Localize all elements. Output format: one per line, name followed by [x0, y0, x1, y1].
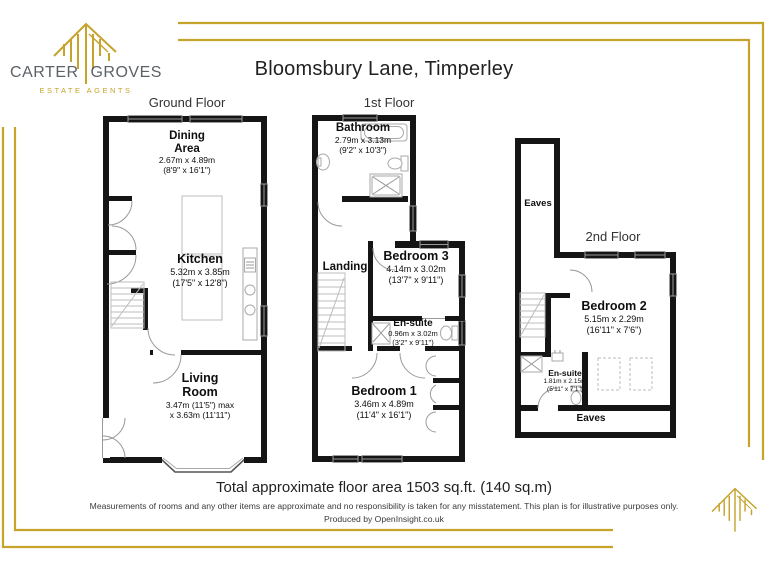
- bedroom2-label: Bedroom 2 5.15m x 2.29m (16'11" x 7'6"): [581, 299, 647, 335]
- produced-by-text: Produced by OpenInsight.co.uk: [324, 514, 444, 524]
- second-windows: [585, 252, 677, 297]
- eaves-bottom-label: Eaves: [576, 413, 606, 424]
- second-ensuite-label: En-suite 1.81m x 2.15m (5'11" x 7'1"): [543, 368, 587, 394]
- page-title: Bloomsbury Lane, Timperley: [254, 58, 514, 80]
- bedroom2-furniture: [598, 358, 652, 390]
- eaves-top-label: Eaves: [524, 198, 552, 209]
- ground-floor-label: Ground Floor: [148, 95, 226, 110]
- second-internal-walls: [515, 270, 676, 411]
- bedroom3-label: Bedroom 3 4.14m x 3.02m (13'7" x 9'11"): [383, 249, 449, 285]
- bedroom1-label: Bedroom 1 3.46m x 4.89m (11'4" x 16'1"): [351, 384, 417, 420]
- brand-name: CARTER GROVES: [10, 64, 162, 81]
- total-area-text: Total approximate floor area 1503 sq.ft. (140 sq.m): [215, 479, 552, 496]
- bathroom-sink-icon: [317, 154, 330, 170]
- kitchen-label: Kitchen 5.32m x 3.85m (17'5" x 12'8"): [170, 252, 230, 288]
- ground-stairs-icon: [111, 282, 144, 328]
- disclaimer-text: Measurements of rooms and any other items are approximate and no responsibility is taken for any misstatement. This plan is for illustrative purposes only.: [89, 501, 679, 511]
- second-outer-walls: [515, 138, 676, 438]
- first-floor-label: 1st Floor: [363, 95, 415, 110]
- second-floor-label: 2nd Floor: [585, 229, 641, 244]
- bay-window: [154, 456, 252, 472]
- first-stairs-icon: [318, 273, 345, 351]
- bedroom1-wardrobe: [426, 356, 459, 432]
- brand-tagline: ESTATE AGENTS: [39, 86, 133, 95]
- dining-area-label: Dining Area 2.67m x 4.89m (8'9" x 16'1"): [158, 130, 216, 176]
- second-stairs-icon: [520, 293, 545, 337]
- first-ensuite-label: En-suite 0.96m x 3.02m (3'2" x 9'11"): [388, 318, 438, 347]
- second-ensuite-shower-icon: [521, 356, 542, 372]
- ensuite-toilet-icon: [441, 326, 459, 340]
- kitchen-counter-appliances: [243, 248, 257, 340]
- bathroom-label: Bathroom 2.79m x 3.13m (9'2" x 10'3"): [334, 122, 392, 155]
- living-room-label: Living Room 3.47m (11'5") max x 3.63m (11'11"): [165, 371, 235, 420]
- bathroom-toilet-icon: [388, 156, 408, 171]
- second-ensuite-sink-icon: [552, 350, 563, 361]
- landing-label: Landing: [322, 261, 368, 273]
- bathroom-shower-icon: [370, 174, 402, 197]
